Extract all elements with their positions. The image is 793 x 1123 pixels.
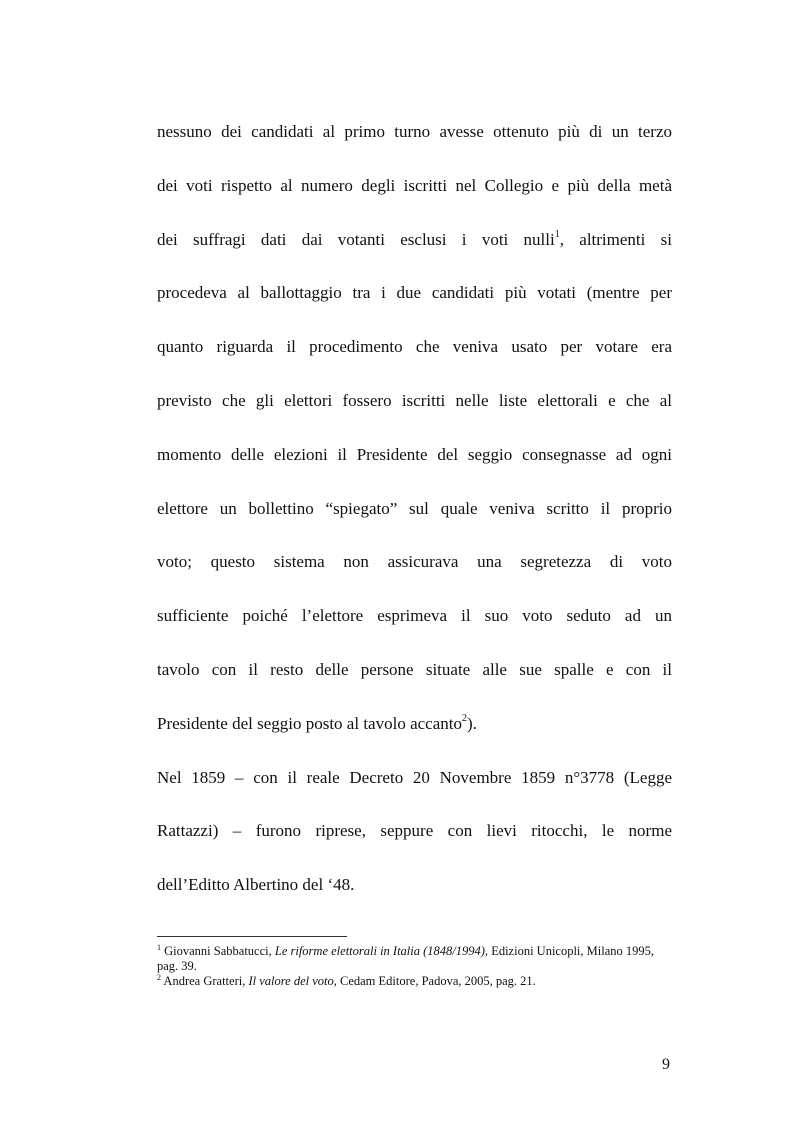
text-line: sufficiente poiché l’elettore esprimeva il suo voto seduto ad un: [157, 606, 672, 626]
text-line: momento delle elezioni il Presidente del seggio consegnasse ad ogni: [157, 444, 672, 464]
footnote-title: Le riforme elettorali in Italia (1848/1994),: [274, 944, 489, 958]
footnote-author: Andrea Gratteri,: [161, 974, 249, 988]
text-line: dei voti rispetto al numero degli iscritti nel Collegio e più della metà: [157, 175, 672, 195]
page-number: 9: [662, 1056, 670, 1073]
footnote-divider: [157, 936, 347, 937]
text-segment: ).: [466, 713, 477, 733]
footnote-author: Giovanni Sabbatucci,: [161, 944, 275, 958]
footnote-rest: Edizioni Unicopli, Milano 1995, pag. 39.: [157, 944, 655, 973]
footnote-title: Il valore del voto,: [248, 974, 337, 988]
footnote-1: [157, 944, 672, 974]
text-segment: Presidente del seggio posto al tavolo accanto: [157, 713, 462, 733]
text-segment: , altrimenti si: [559, 229, 672, 249]
footnote-ref-2: 2: [461, 712, 467, 724]
text-segment: dei suffragi dati dai votanti esclusi i voti nulli: [157, 229, 555, 249]
text-line: voto; questo sistema non assicurava una segretezza di voto: [157, 552, 672, 572]
body-text: [157, 115, 672, 922]
text-line: previsto che gli elettori fossero iscritti nelle liste elettorali e che al: [157, 390, 672, 410]
text-line: nessuno dei candidati al primo turno avesse ottenuto più di un terzo: [157, 122, 672, 141]
text-line: quanto riguarda il procedimento che veniva usato per votare era: [157, 337, 672, 357]
text-line: elettore un bollettino “spiegato” sul quale veniva scritto il proprio: [157, 498, 672, 518]
footnote-rest: Cedam Editore, Padova, 2005, pag. 21.: [336, 974, 536, 988]
text-line: [157, 707, 672, 761]
footnote-2: [157, 974, 672, 989]
text-line: [157, 223, 672, 277]
footnote-number: 2: [157, 973, 161, 982]
footnotes: [157, 944, 672, 989]
text-line: tavolo con il resto delle persone situate alle sue spalle e con il: [157, 659, 672, 679]
text-line: dell’Editto Albertino del ‘48.: [157, 875, 355, 895]
text-line: procedeva al ballottaggio tra i due candidati più votati (mentre per: [157, 283, 672, 303]
text-line: Nel 1859 – con il reale Decreto 20 Novembre 1859 n°3778 (Legge: [157, 767, 672, 787]
footnote-ref-1: 1: [554, 228, 560, 240]
footnote-number: 1: [157, 943, 161, 952]
text-line: Rattazzi) – furono riprese, seppure con lievi ritocchi, le norme: [157, 821, 672, 841]
